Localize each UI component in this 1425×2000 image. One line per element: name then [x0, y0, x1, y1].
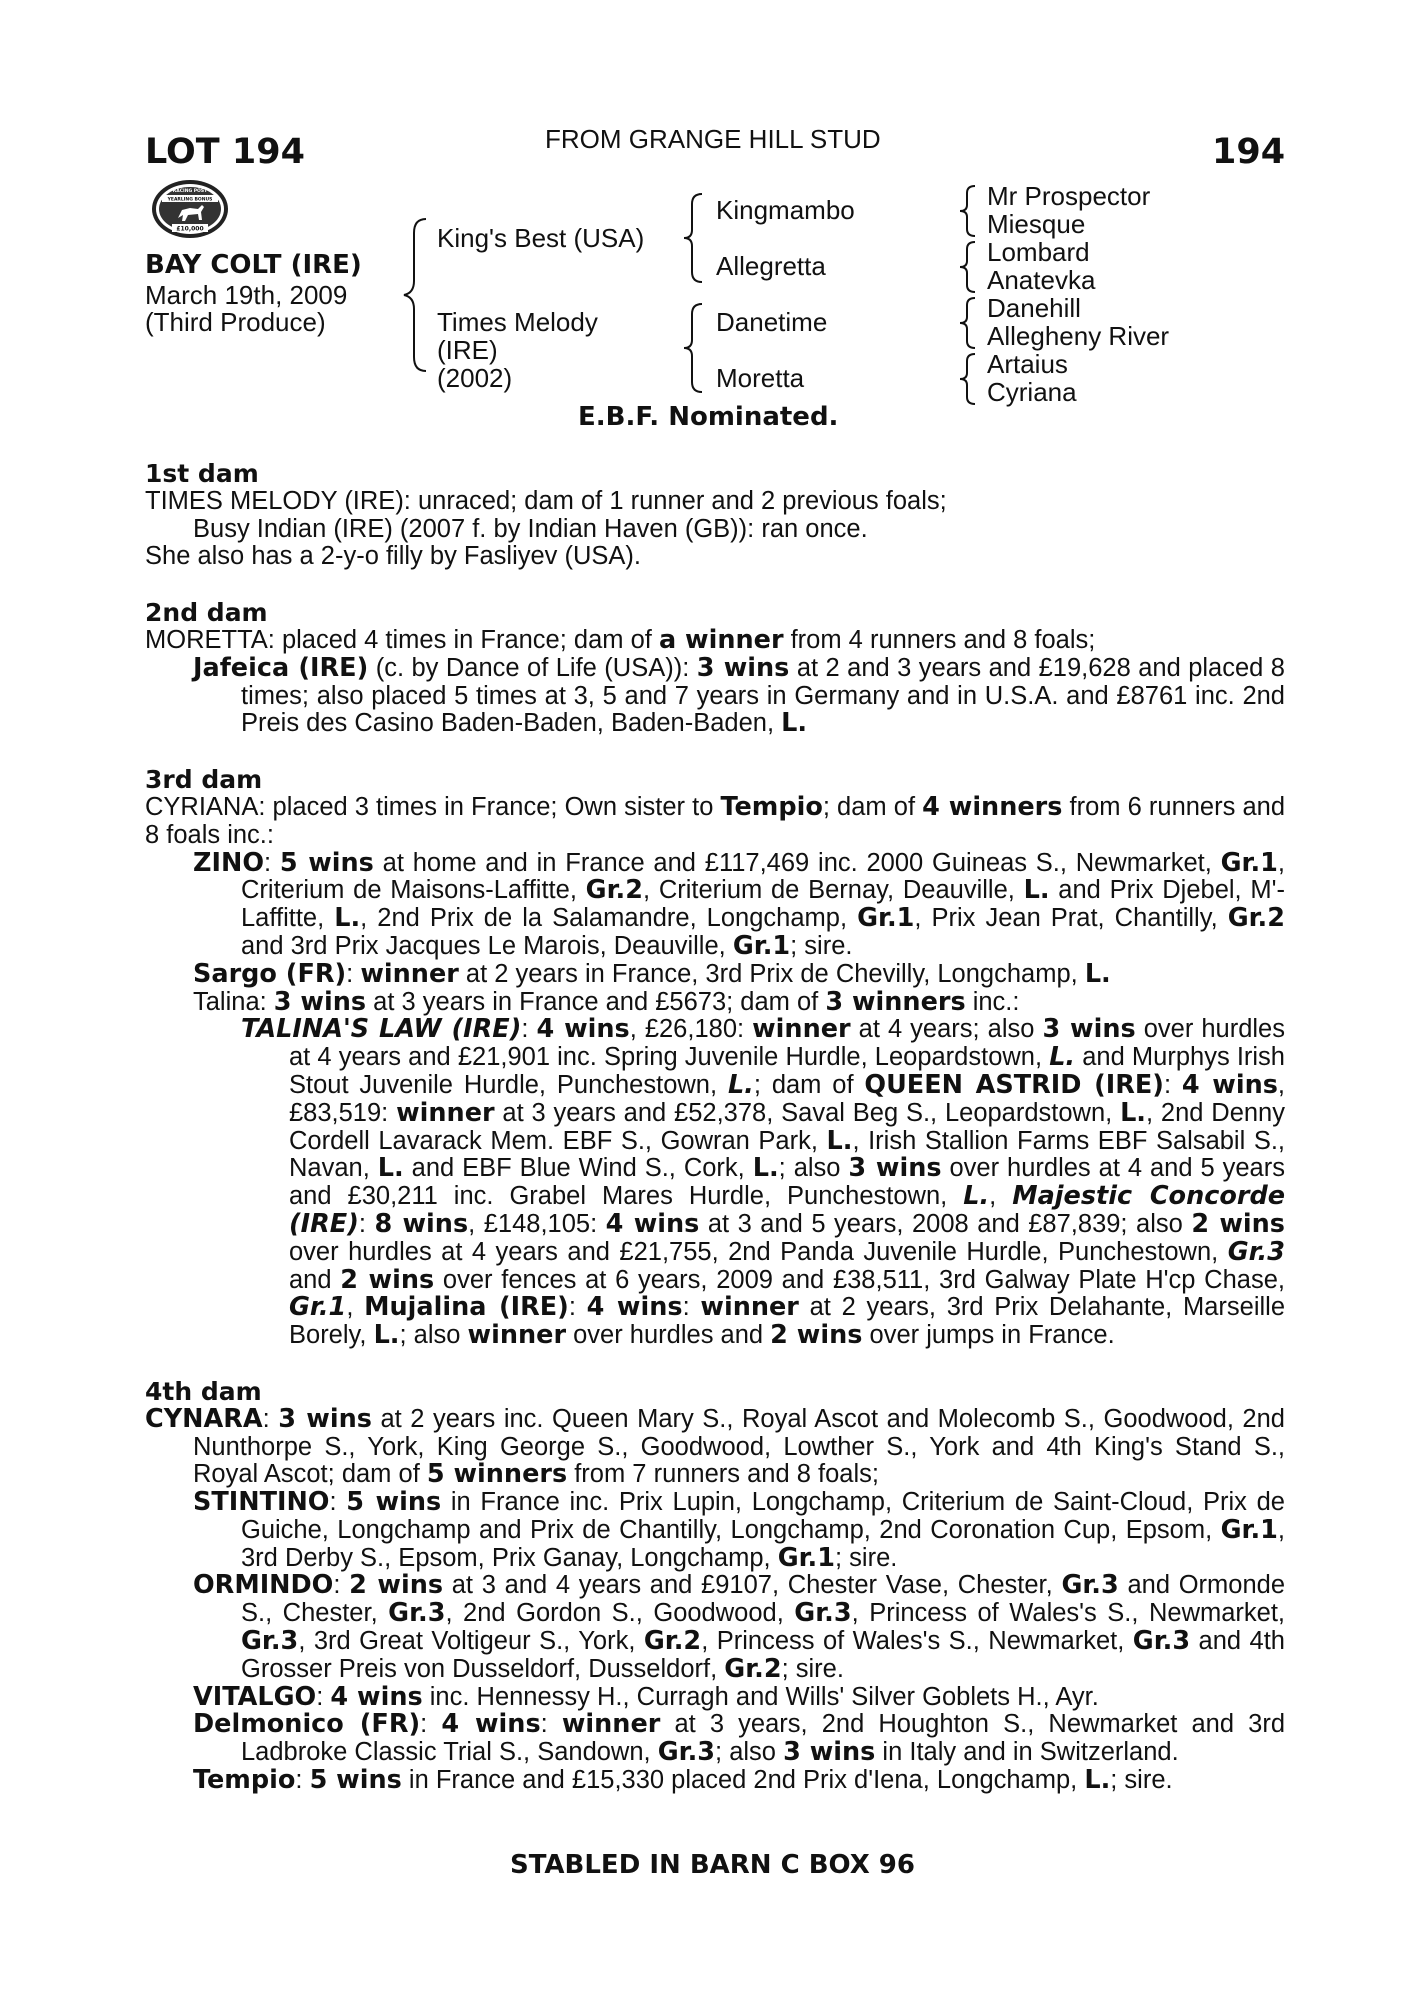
lot-label: LOT 194	[145, 132, 305, 172]
pedigree-g4: Anatevka	[987, 265, 1096, 295]
progeny-stintino: STINTINO: 5 wins in France inc. Prix Lupin, Longchamp, Criterium de Saint-Cloud, Prix de Guiche, Longchamp and Prix de Chantilly, Longchamp, 2nd Coronation Cup, Epsom, Gr.1, 3rd Derby S., Epsom, Prix Ganay, Longchamp, Gr.1; sire.	[193, 1487, 1285, 1573]
pedigree-sire: King's Best (USA)	[437, 223, 645, 253]
progeny-ormindo: ORMINDO: 2 wins at 3 and 4 years and £9107, Chester Vase, Chester, Gr.3 and Ormonde S., Chester, Gr.3, 2nd Gordon S., Goodwood, Gr.3, Princess of Wales's S., Newmarket, Gr.3, 3rd Great Voltigeur S., York, Gr.2, Princess of Wales's S., Newmarket, Gr.3 and 4th Grosser Preis von Dusseldorf, Dusseldorf, Gr.2; sire.	[193, 1570, 1285, 1684]
horse-title: BAY COLT (IRE)	[145, 250, 362, 280]
brace-g1-icon	[955, 183, 985, 239]
pedigree-dam-l3: (2002)	[437, 363, 513, 393]
third-dam-section	[145, 766, 1285, 1350]
progeny-zino: ZINO: 5 wins at home and in France and £117,469 inc. 2000 Guineas S., Newmarket, Gr.1, Criterium de Maisons-Laffitte, Gr.2, Criterium de Bernay, Deauville, L. and Prix Djebel, M'-Laffitte, L., 2nd Prix de la Salamandre, Longchamp, Gr.1, Prix Jean Prat, Chantilly, Gr.2 and 3rd Prix Jacques Le Marois, Deauville, Gr.1; sire.	[193, 847, 1285, 961]
consignor: FROM GRANGE HILL STUD	[545, 124, 881, 154]
fourth-dam-line: CYNARA: 3 wins at 2 years inc. Queen Mary S., Royal Ascot and Molecomb S., Goodwood, 2nd Nunthorpe S., York, King George S., Goodwood, Lowther S., York and 4th King's Stand S., Royal Ascot; dam of 5 winners from 7 runners and 8 foals;	[145, 1403, 1285, 1490]
horse-dob: March 19th, 2009	[145, 280, 348, 310]
brace-dam-icon	[680, 300, 710, 396]
pedigree-g5: Danehill	[987, 293, 1081, 323]
pedigree-g6: Allegheny River	[987, 321, 1170, 351]
brace-g3-icon	[955, 295, 985, 351]
progeny-vitalgo: VITALGO: 4 wins inc. Hennessy H., Curragh and Wills' Silver Goblets H., Ayr.	[193, 1681, 1099, 1712]
catalogue-body	[145, 460, 1285, 1795]
horse-produce: (Third Produce)	[145, 307, 326, 337]
progeny-talina: Talina: 3 wins at 3 years in France and £5673; dam of 3 winners inc.:	[193, 986, 1020, 1017]
pedigree-g3: Lombard	[987, 237, 1090, 267]
first-dam-line: TIMES MELODY (IRE): unraced; dam of 1 runner and 2 previous foals;	[145, 486, 947, 515]
badge-text-2: YEARLING BONUS	[167, 197, 213, 203]
pedigree-dam-l2: (IRE)	[437, 335, 498, 365]
third-dam-heading: 3rd dam	[145, 765, 263, 795]
pedigree-dam-sire: Danetime	[716, 307, 828, 337]
pedigree-sire-sire: Kingmambo	[716, 195, 855, 225]
pedigree-g7: Artaius	[987, 349, 1068, 379]
second-dam-line: MORETTA: placed 4 times in France; dam of a winner from 4 runners and 8 foals;	[145, 624, 1096, 655]
first-dam-note: She also has a 2-y-o filly by Fasliyev (USA).	[145, 542, 642, 571]
pedigree-g1: Mr Prospector	[987, 181, 1151, 211]
pedigree-dam-l1: Times Melody	[437, 307, 598, 337]
first-dam-heading: 1st dam	[145, 459, 259, 488]
stabling-info: STABLED IN BARN C BOX 96	[509, 1850, 915, 1880]
ebf-nominated: E.B.F. Nominated.	[578, 402, 839, 432]
brace-g4-icon	[955, 351, 985, 407]
pedigree-sire-dam: Allegretta	[716, 251, 826, 281]
brace-sire-icon	[680, 190, 710, 286]
progeny-sargo: Sargo (FR): winner at 2 years in France, 3rd Prix de Chevilly, Longchamp, L.	[193, 958, 1111, 989]
pedigree-dam-dam: Moretta	[716, 363, 805, 393]
progeny-delmonico: Delmonico (FR): 4 wins: winner at 3 years, 2nd Houghton S., Newmarket and 3rd Ladbroke Classic Trial S., Sandown, Gr.3; also 3 wins in Italy and in Switzerland.	[193, 1709, 1286, 1768]
lot-number: 194	[1212, 132, 1286, 172]
third-dam-line: CYRIANA: placed 3 times in France; Own sister to Tempio; dam of 4 winners from 6 runners and 8 foals inc.:	[145, 791, 1285, 849]
fourth-dam-heading: 4th dam	[145, 1376, 262, 1406]
badge-text-1: RACING POST	[172, 189, 208, 194]
badge-text-3: £10,000	[176, 225, 204, 233]
first-dam-section	[145, 460, 1285, 571]
progeny-jafeica: Jafeica (IRE) (c. by Dance of Life (USA)): 3 wins at 2 and 3 years and £19,628 and placed 8 times; also placed 5 times at 3, 5 and 7 years in Germany and in U.S.A. and £8761 inc. 2nd Preis des Casino Baden-Baden, Baden-Baden, L.	[193, 652, 1285, 739]
first-dam-foal: Busy Indian (IRE) (2007 f. by Indian Haven (GB)): ran once.	[193, 514, 868, 543]
yearling-bonus-badge-icon	[150, 178, 230, 240]
second-dam-heading: 2nd dam	[145, 598, 268, 628]
progeny-tempio: Tempio: 5 wins in France and £15,330 placed 2nd Prix d'Iena, Longchamp, L.; sire.	[193, 1765, 1173, 1796]
pedigree-g2: Miesque	[987, 209, 1086, 239]
brace-g2-icon	[955, 239, 985, 295]
progeny-talinas-law: TALINA'S LAW (IRE): 4 wins, £26,180: winner at 4 years; also 3 wins over hurdles at 4 years and £21,901 inc. Spring Juvenile Hurdle, Leopardstown, L. and Murphys Irish Stout Juvenile Hurdle, Punchestown, L.; dam of QUEEN ASTRID (IRE): 4 wins, £83,519: winner at 3 years and £52,378, Saval Beg S., Leopardstown, L., 2nd Denny Cordell Lavarack Mem. EBF S., Gowran Park, L., Irish Stallion Farms EBF Salsabil S., Navan, L. and EBF Blue Wind S., Cork, L.; also 3 wins over hurdles at 4 and 5 years and £30,211 inc. Grabel Mares Hurdle, Punchestown, L., Majestic Concorde (IRE): 8 wins, £148,105: 4 wins at 3 and 5 years, 2008 and £87,839; also 2 wins over hurdles at 4 years and £21,755, 2nd Panda Juvenile Hurdle, Punchestown, Gr.3 and 2 wins over fences at 6 years, 2009 and £38,511, 3rd Galway Plate H'cp Chase, Gr.1, Mujalina (IRE): 4 wins: winner at 2 years, 3rd Prix Delahante, Marseille Borely, L.; also winner over hurdles and 2 wins over jumps in France.	[241, 1014, 1286, 1351]
second-dam-section	[145, 599, 1285, 738]
brace-main-icon	[400, 215, 436, 375]
pedigree-g8: Cyriana	[987, 377, 1077, 407]
fourth-dam-section	[145, 1378, 1285, 1795]
